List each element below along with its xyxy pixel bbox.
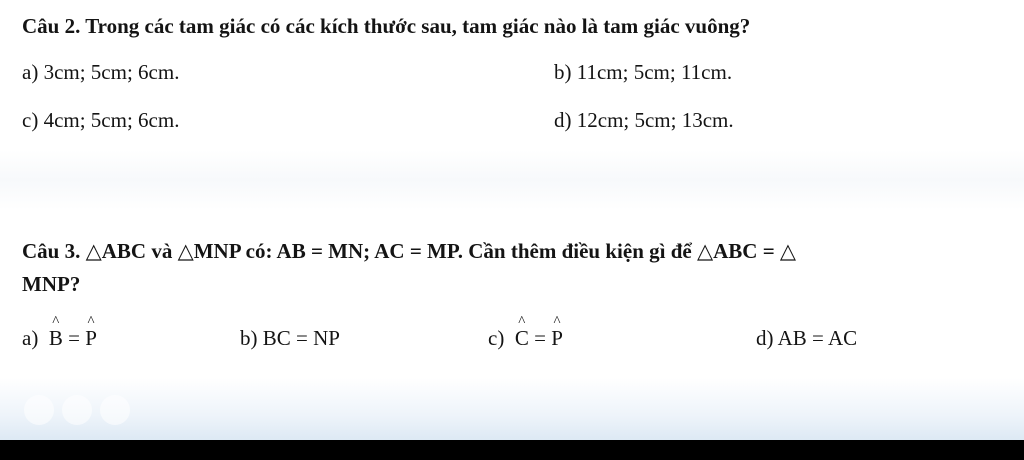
q2-option-d: d) 12cm; 5cm; 13cm.	[554, 108, 734, 132]
equals-sign: =	[68, 326, 80, 350]
background-strip	[0, 150, 1024, 210]
q3-option-a-prefix: a)	[22, 326, 39, 350]
q3-option-c-prefix: c)	[488, 326, 505, 350]
q3-option-a	[22, 326, 97, 351]
faded-circle-icon	[100, 395, 130, 425]
q3-option-d: d) AB = AC	[756, 326, 858, 350]
bottom-fade	[0, 378, 1024, 440]
q2-option-c: c) 4cm; 5cm; 6cm.	[22, 108, 180, 132]
faded-circle-icon	[24, 395, 54, 425]
faded-circle-icon	[62, 395, 92, 425]
angle-p-hat: ^ P	[551, 326, 563, 351]
equals-sign: =	[534, 326, 546, 350]
angle-p-hat: ^ P	[85, 326, 97, 351]
bottom-bar	[0, 440, 1024, 460]
q3-option-b: b) BC = NP	[240, 326, 340, 350]
angle-b-hat: ^ B	[49, 326, 63, 351]
q2-option-b: b) 11cm; 5cm; 11cm.	[554, 60, 733, 84]
question-3-title-line2: MNP?	[22, 272, 81, 296]
question-2-title: Câu 2. Trong các tam giác có các kích thước sau, tam giác nào là tam giác vuông?	[22, 14, 751, 38]
q2-option-a: a) 3cm; 5cm; 6cm.	[22, 60, 180, 84]
angle-c-hat: ^ C	[515, 326, 529, 351]
question-3-title-line1: Câu 3. △ABC và △MNP có: AB = MN; AC = MP. Cần thêm điều kiện gì để △ABC = △	[22, 239, 797, 263]
q3-option-c	[488, 326, 563, 351]
